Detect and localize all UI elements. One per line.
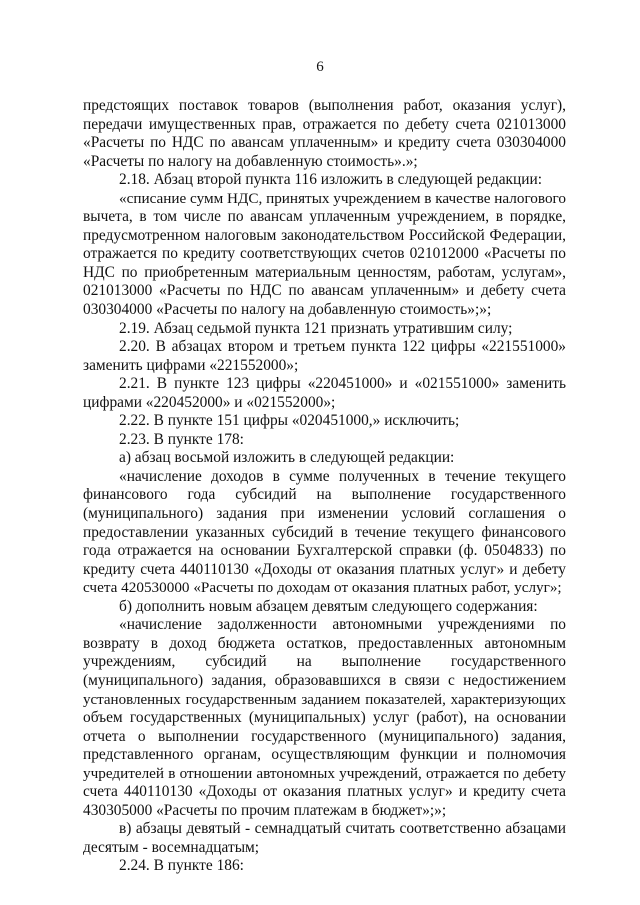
text-line: в) абзацы девятый - семнадцатый считать соответственно абзацами: [119, 820, 566, 838]
text-line: 2.24. В пункте 186:: [119, 857, 244, 875]
text-line: 430305000 «Расчеты по прочим платежам в бюджет»;»;: [83, 801, 447, 819]
text-line: передачи имущественных прав, отражается по дебету счета 021013000: [83, 115, 566, 133]
text-line: «начисление доходов в сумме полученных в течение текущего: [119, 467, 566, 485]
text-line: отражается по кредиту соответствующих счетов 021012000 «Расчеты по: [83, 245, 566, 263]
text-line: 2.19. Абзац седьмой пункта 121 признать утратившим силу;: [119, 319, 513, 337]
text-line: «Расчеты по налогу на добавленную стоимость».»;: [83, 152, 418, 170]
text-line: возврату в доход бюджета остатков, предоставленных автономным: [83, 634, 566, 652]
text-line: вычета, в том числе по авансам уплаченным учреждением, в порядке,: [83, 208, 566, 226]
text-line: установленных государственным заданием показателей, характеризующих: [83, 691, 566, 708]
text-line: (муниципального) задания при изменении условий соглашения о: [83, 505, 566, 523]
text-line: 2.23. В пункте 178:: [119, 430, 244, 448]
text-line: б) дополнить новым абзацем девятым следующего содержания:: [119, 597, 538, 615]
document-body: [83, 97, 566, 876]
text-line: (муниципального) задания, образовавшихся в связи с недостижением: [83, 671, 566, 689]
text-line: года отражается на основании Бухгалтерской справки (ф. 0504833) по: [83, 542, 566, 560]
text-line: 2.21. В пункте 123 цифры «220451000» и «021551000» заменить: [119, 375, 566, 393]
text-line: счета 420530000 «Расчеты по доходам от оказания платных работ, услуг»;: [83, 579, 562, 597]
text-line: «Расчеты по НДС по авансам уплаченным» и кредиту счета 030304000: [83, 134, 566, 152]
text-line: предстоящих поставок товаров (выполнения работ, оказания услуг),: [83, 97, 566, 114]
text-line: 2.18. Абзац второй пункта 116 изложить в следующей редакции:: [119, 171, 543, 189]
text-line: цифрами «220452000» и «021552000»;: [83, 393, 336, 411]
text-line: отчета о выполнении государственного (муниципального) задания,: [83, 727, 566, 745]
text-line: а) абзац восьмой изложить в следующей редакции:: [119, 449, 455, 467]
text-line: заменить цифрами «221552000»;: [83, 356, 299, 374]
text-line: 030304000 «Расчеты по налогу на добавленную стоимость»;»;: [83, 301, 492, 319]
text-line: предоставлении указанных субсидий в течение текущего финансового: [83, 523, 566, 541]
text-line: учреждениям, субсидий на выполнение государственного: [83, 653, 566, 671]
text-line: 2.20. В абзацах втором и третьем пункта 122 цифры «221551000»: [119, 338, 566, 356]
text-line: финансового года субсидий на выполнение государственного: [83, 486, 566, 504]
text-line: счета 440110130 «Доходы от оказания платных услуг» и кредиту счета: [83, 783, 566, 801]
text-line: представленного органам, осуществляющим функции и полномочия: [83, 746, 566, 764]
text-line: НДС по приобретенным материальным ценностям, работам, услугам»,: [83, 263, 566, 281]
text-line: объем государственных (муниципальных) услуг (работ), на основании: [83, 709, 566, 727]
text-line: десятым - восемнадцатым;: [83, 838, 260, 856]
page-number: 6: [316, 59, 324, 75]
text-line: «начисление задолженности автономными учреждениями по: [119, 616, 566, 634]
text-line: 2.22. В пункте 151 цифры «020451000,» исключить;: [119, 412, 460, 430]
text-line: учредителей в отношении автономных учреждений, отражается по дебету: [83, 764, 566, 782]
text-line: кредиту счета 440110130 «Доходы от оказания платных услуг» и дебету: [83, 560, 566, 578]
text-line: 021013000 «Расчеты по НДС по авансам уплаченным» и дебету счета: [83, 282, 566, 300]
text-line: «списание сумм НДС, принятых учреждением в качестве налогового: [119, 189, 566, 207]
text-line: предусмотренном налоговым законодательством Российской Федерации,: [83, 226, 566, 244]
